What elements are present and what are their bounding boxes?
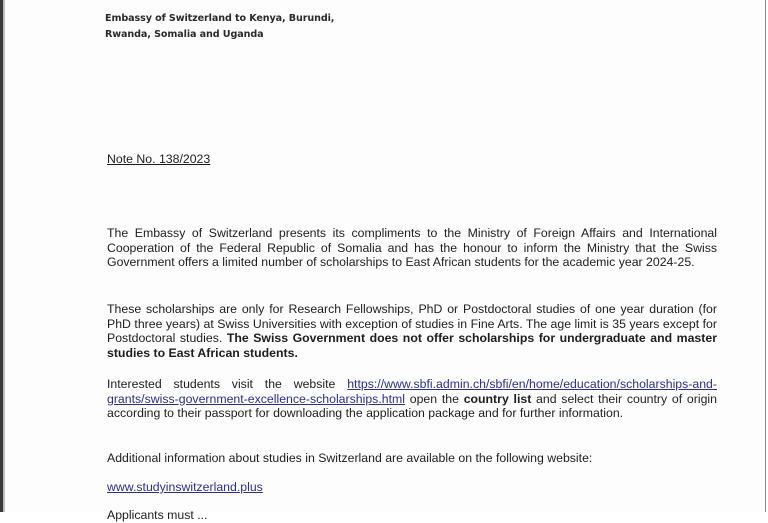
letterhead (105, 11, 334, 43)
paragraph-instructions (107, 377, 717, 421)
letterhead-line-2: Rwanda, Somalia and Uganda (105, 29, 264, 40)
study-in-switzerland-link[interactable]: www.studyinswitzerland.plus (107, 480, 263, 494)
letterhead-line-1: Embassy of Switzerland to Kenya, Burundi, (105, 13, 335, 24)
country-list-emphasis: country list (463, 391, 532, 406)
sbfi-scholarship-link[interactable]: https://www.sbfi.admin.ch/sbfi/en/home/education/scholarships-and-grants/swiss-government-excellence-scholarships.html (107, 377, 717, 406)
paragraph-cutoff: Applicants must ... (107, 508, 208, 522)
eligibility-text: These scholarships are only for Research Fellowships, PhD or Postdoctoral studies of one year duration (for PhD three years) at Swiss Universities with exception of studies in Fine Arts. The age limit is 35 years except for Postdoctoral studies. (107, 302, 717, 346)
page-right-edge (765, 0, 766, 512)
paragraph-website (107, 480, 717, 495)
instructions-text-middle: open the (404, 391, 464, 406)
note-number: Note No. 138/2023 (107, 152, 211, 166)
paragraph-eligibility (107, 302, 717, 360)
paragraph-additional-info: Additional information about studies in Switzerland are available on the following website: (107, 451, 593, 465)
paragraph-introduction: The Embassy of Switzerland presents its compliments to the Ministry of Foreign Affairs and International Cooperation of the Federal Republic of Somalia and has the honour to inform the Ministry that the Swiss Government offers a limited number of scholarships to East African students for the academic year 2024-25. (107, 226, 717, 270)
instructions-text-end: and select their country of origin according to their passport for downloading the application package and for further information. (107, 391, 718, 421)
page-left-edge-shadow (3, 0, 5, 512)
eligibility-warning: The Swiss Government does not offer scholarships for undergraduate and master studies to East African students. (107, 331, 717, 360)
instructions-text-start: Interested students visit the website (107, 377, 348, 391)
